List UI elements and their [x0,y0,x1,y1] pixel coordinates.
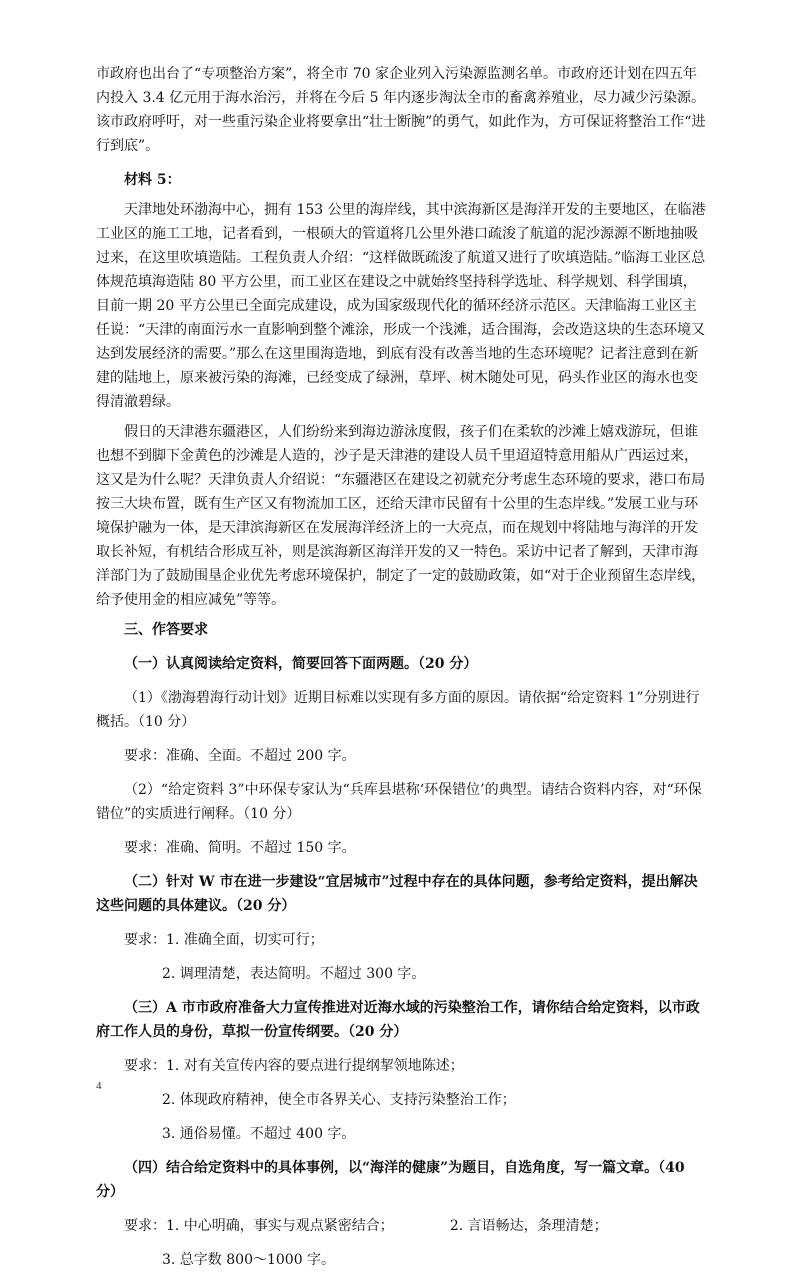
question-3-requirement-1: 要求：1. 对有关宣传内容的要点进行提纲挈领地陈述； [124,1058,464,1074]
question-1-1-requirement: 要求：准确、全面。不超过 200 字。 [124,748,356,764]
intro-paragraph: 市政府也出台了“专项整治方案”，将全市 70 家企业列入污染源监测名单。市政府还计划在四五年内投入 3.4 亿元用于海水治污，并将在今后 5 年内逐步淘汰全市的畜禽养殖业，尽力减少污染源。该市政府呼吁，对一些重污染企业将要拿出“壮士断腕”的勇气，如此作为，方可保证将整治工作“进行到底”。 [96,66,706,154]
question-1-1-text: （1）《渤海碧海行动计划》近期目标难以实现有多方面的原因。请依据“给定资料 1”分别进行概括。（10 分） [96,690,700,730]
question-1-2-requirement: 要求：准确、简明。不超过 150 字。 [124,840,356,856]
question-4-requirement-3: 3. 总字数 800～1000 字。 [162,1252,336,1268]
question-4-requirement-1: 要求：1. 中心明确，事实与观点紧密结合； [124,1218,394,1234]
question-2-requirement-2: 2. 调理清楚，表达简明。不超过 300 字。 [162,966,426,982]
page-number: 4 [96,1080,102,1092]
question-2-heading: （二）针对 W 市在进一步建设“宜居城市”过程中存在的具体问题，参考给定资料，提出解决这些问题的具体建议。（20 分） [96,874,698,914]
question-1-heading: （一）认真阅读给定资料，简要回答下面两题。（20 分） [124,656,478,672]
question-4-requirement-row [96,1214,706,1238]
document-page [96,62,706,1272]
section-3-heading: 三、作答要求 [124,622,208,638]
question-1-2-text: （2）“给定资料 3”中环保专家认为“兵库县堪称‘环保错位’的典型。请结合资料内容，对“环保错位”的实质进行阐释。（10 分） [96,782,702,822]
material-5-paragraph-1: 天津地处环渤海中心，拥有 153 公里的海岸线，其中滨海新区是海洋开发的主要地区，在临港工业区的施工工地，记者看到，一根硕大的管道将几公里外港口疏浚了航道的泥沙源源不断地抽吸过来，在这里吹填造陆。工程负责人介绍：“这样做既疏浚了航道又进行了吹填造陆。”临海工业区总体规范填海造陆 80 平方公里，而工业区在建设之中就始终坚持科学选址、科学规划、科学围填，目前一期 20 平方公里已全面完成建设，成为国家级现代化的循环经济示范区。天津临海工业区主任说：“天津的南面污水一直影响到整个滩涂，形成一个浅滩，适合围海，会改造这块的生态环境又达到发展经济的需要。”那么在这里围海造地，到底有没有改善当地的生态环境呢？记者注意到在新建的陆地上，原来被污染的海滩，已经变成了绿洲，草坪、树木随处可见，码头作业区的海水也变得清澈碧绿。 [96,202,706,410]
material-5-heading: 材料 5： [124,172,181,188]
question-4-requirement-2: 2. 言语畅达，条理清楚； [449,1218,608,1234]
question-3-requirement-3: 3. 通俗易懂。不超过 400 字。 [162,1126,356,1142]
material-5-paragraph-2: 假日的天津港东疆港区，人们纷纷来到海边游泳度假，孩子们在柔软的沙滩上嬉戏游玩，但谁也想不到脚下金黄色的沙滩是人造的，沙子是天津港的建设人员千里迢迢特意用船从广西运过来，这又是为什么呢？天津负责人介绍说：“东疆港区在建设之初就充分考虑生态环境的要求，港口布局按三大块布置，既有生产区又有物流加工区，还给天津市民留有十公里的生态岸线。”发展工业与环境保护融为一体，是天津滨海新区在发展海洋经济上的一大亮点，而在规划中将陆地与海洋的开发取长补短，有机结合形成互补，则是滨海新区海洋开发的又一特色。采访中记者了解到，天津市海洋部门为了鼓励围垦企业优先考虑环境保护，制定了一定的鼓励政策，如“对于企业预留生态岸线，给予使用金的相应减免”等等。 [96,424,706,608]
question-3-heading: （三）A 市市政府准备大力宣传推进对近海水域的污染整治工作，请你结合给定资料，以市政府工作人员的身份，草拟一份宣传纲要。（20 分） [96,1000,700,1040]
question-2-requirement-1: 要求：1. 准确全面，切实可行； [124,932,324,948]
question-4-heading: （四）结合给定资料中的具体事例，以“海洋的健康”为题目，自选角度，写一篇文章。（40 分） [96,1160,685,1200]
question-3-requirement-2: 2. 体现政府精神，使全市各界关心、支持污染整治工作； [162,1092,516,1108]
